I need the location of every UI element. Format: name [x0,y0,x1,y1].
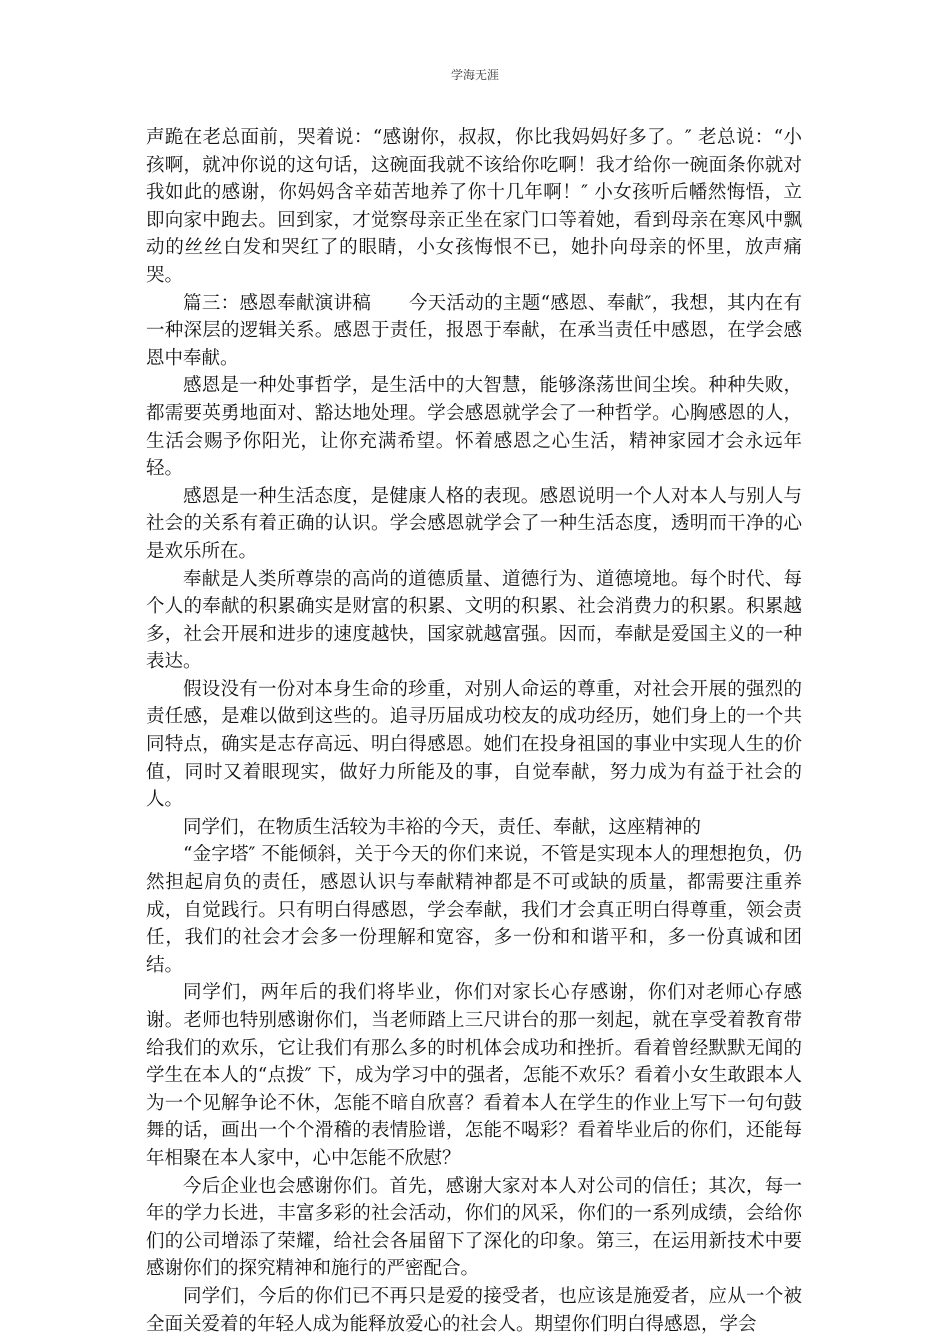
paragraph: 同学们，今后的你们已不再只是爱的接受者，也应该是施爱者，应从一个被全面关爱着的年轻人成为能释放爱心的社会人。期望你们明白得感恩，学会 [146,1285,802,1335]
paragraph: “金字塔″ 不能倾斜，关于今天的你们来说，不管是实现本人的理想抱负，仍然担起肩负的责任，感恩认识与奉献精神都是不可或缺的质量，都需要注重养成，自觉践行。只有明白得感恩，学会奉献，我们才会真正明白得尊重，领会责任，我们的社会才会多一份理解和宽容，多一份和和谐平和，多一份真诚和团结。 [146,844,802,976]
page-header: 学海无涯 [450,68,499,82]
paragraph: 今后企业也会感谢你们。首先，感谢大家对本人对公司的信任；其次，每一年的学力长进，丰富多彩的社会活动，你们的风采，你们的一系列成绩，会给你们的公司增添了荣耀，给社会各届留下了深化的印象。第三，在运用新技术中要感谢你们的探究精神和施行的严密配合。 [146,1175,802,1280]
paragraph: 声跪在老总面前，哭着说：“感谢你，叔叔，你比我妈妈好多了。″ 老总说：“小孩啊，就冲你说的这句话，这碗面我就不该给你吃啊！我才给你一碗面条你就对我如此的感谢，你妈妈含辛茹苦地养了你十几年啊！″ 小女孩听后幡然悔悟，立即向家中跑去。回到家，才觉察母亲正坐在家门口等着她，看到母亲在寒风中飘动的丝丝白发和哭红了的眼睛，小女孩悔恨不已，她扑向母亲的怀里，放声痛哭。 [146,127,802,286]
paragraph: 奉献是人类所尊崇的高尚的道德质量、道德行为、道德境地。每个时代、每个人的奉献的积累确实是财富的积累、文明的积累、社会消费力的积累。积累越多，社会开展和进步的速度越快，国家就越富强。因而，奉献是爱国主义的一种表达。 [146,568,802,673]
document-body [146,124,802,1338]
paragraph: 同学们，两年后的我们将毕业，你们对家长心存感谢，你们对老师心存感谢。老师也特别感谢你们，当老师踏上三尺讲台的那一刻起，就在享受着教育带给我们的欢乐，它让我们有那么多的时机体会成功和挫折。看着曾经默默无闻的学生在本人的“点拨″ 下，成为学习中的强者，怎能不欢乐？看着小女生敢跟本人为一个见解争论不休，怎能不暗自欣喜？看着本人在学生的作业上写下一句句鼓舞的话，画出一个个滑稽的表情脸谱，怎能不喝彩？看着毕业后的你们，还能每年相聚在本人家中，心中怎能不欣慰？ [146,982,802,1169]
paragraph: 感恩是一种生活态度，是健康人格的表现。感恩说明一个人对本人与别人与社会的关系有着正确的认识。学会感恩就学会了一种生活态度，透明而干净的心是欢乐所在。 [146,485,802,562]
paragraph: 篇三：感恩奉献演讲稿 今天活动的主题“感恩、奉献″，我想，其内在有一种深层的逻辑关系。感恩于责任，报恩于奉献，在承当责任中感恩，在学会感恩中奉献。 [146,292,802,369]
paragraph: 感恩是一种处事哲学，是生活中的大智慧，能够涤荡世间尘埃。种种失败，都需要英勇地面对、豁达地处理。学会感恩就学会了一种哲学。心胸感恩的人，生活会赐予你阳光，让你充满希望。怀着感恩之心生活，精神家园才会永远年轻。 [146,375,802,480]
paragraph: 假设没有一份对本身生命的珍重，对别人命运的尊重，对社会开展的强烈的责任感，是难以做到这些的。追寻历届成功校友的成功经历，她们身上的一个共同特点，确实是志存高远、明白得感恩。她们在投身祖国的事业中实现人生的价值，同时又着眼现实，做好力所能及的事，自觉奉献，努力成为有益于社会的人。 [146,678,802,811]
paragraph: 同学们，在物质生活较为丰裕的今天，责任、奉献，这座精神的 [183,816,702,838]
